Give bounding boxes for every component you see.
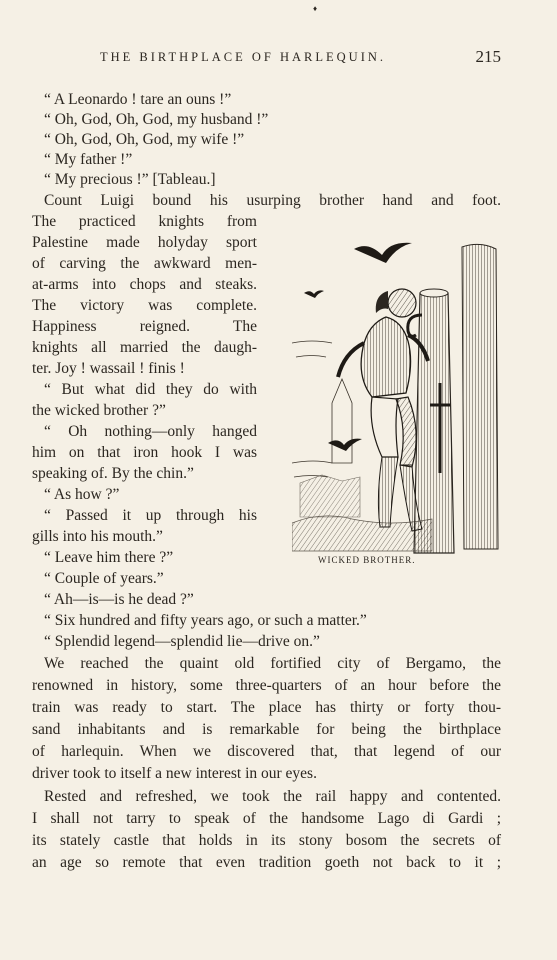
text-line: “ But what did they do with — [44, 381, 257, 398]
bird-shape — [354, 243, 412, 263]
illustration-caption: WICKED BROTHER. — [318, 555, 416, 565]
text-line: “ Passed it up through his — [44, 507, 257, 524]
text-line: “ Splendid legend—splendid lie—drive on.” — [44, 633, 320, 650]
text-line: “ Six hundred and fifty years ago, or such a matter.” — [44, 612, 367, 629]
text-line: “ Oh, God, Oh, God, my wife !” — [44, 131, 245, 148]
text-line: “ Oh, God, Oh, God, my husband !” — [44, 111, 269, 128]
page-number: 215 — [475, 47, 501, 66]
text-line: “ Ah—is—is he dead ?” — [44, 591, 194, 608]
text-line: “ My father !” — [44, 151, 133, 168]
bird-shape — [328, 439, 362, 451]
text-line: of harlequin. When we discovered that, that legend of our — [32, 743, 501, 760]
town-skyline-shape — [300, 475, 360, 517]
text-line: renowned in history, some three-quarters of an hour before the — [32, 677, 501, 694]
church-spire-shape — [332, 379, 352, 463]
text-line: speaking of. By the chin.” — [32, 465, 194, 482]
running-title: THE BIRTHPLACE OF HARLEQUIN. — [100, 50, 387, 64]
text-line: “ A Leonardo ! tare an ouns !” — [44, 91, 232, 108]
text-line: driver took to itself a new interest in our eyes. — [32, 765, 317, 782]
text-line: train was ready to start. The place has thirty or forty thou- — [32, 699, 501, 716]
text-line: I shall not tarry to speak of the handsome Lago di Gardi ; — [32, 810, 501, 827]
text-line: Palestine made holyday sport — [32, 234, 257, 251]
text-line: ter. Joy ! wassail ! finis ! — [32, 360, 185, 377]
wind-lines-shape — [292, 341, 332, 477]
text-line: The practiced knights from — [32, 213, 257, 230]
text-line: Happiness reigned. The — [32, 318, 257, 335]
text-line: Count Luigi bound his usurping brother hand and foot. — [44, 192, 501, 209]
text-line: Rested and refreshed, we took the rail happy and contented. — [44, 788, 501, 805]
text-line: “ Oh nothing—only hanged — [44, 423, 257, 440]
text-line: sand inhabitants and is remarkable for being the birthplace — [32, 721, 501, 738]
text-line: the wicked brother ?” — [32, 402, 166, 419]
text-line: its stately castle that holds in its stony bosom the secrets of — [32, 832, 501, 849]
text-line: “ As how ?” — [44, 486, 120, 503]
text-line: of carving the awkward men- — [32, 255, 257, 272]
text-line: “ Couple of years.” — [44, 570, 164, 587]
text-line: “ Leave him there ?” — [44, 549, 174, 566]
text-line: knights all married the daugh- — [32, 339, 257, 356]
text-line: We reached the quaint old fortified city of Bergamo, the — [44, 655, 501, 672]
ink-speck: ♦ — [313, 4, 318, 13]
post-shape — [414, 290, 454, 553]
text-line: “ My precious !” [Tableau.] — [44, 171, 216, 188]
text-line: gills into his mouth.” — [32, 528, 163, 545]
bird-shape — [304, 290, 324, 298]
page-header — [100, 47, 501, 70]
text-line: The victory was complete. — [32, 297, 257, 314]
wicked-brother-engraving — [292, 233, 504, 555]
tower-shape — [462, 244, 498, 549]
text-line: him on that iron hook I was — [32, 444, 257, 461]
text-line: at-arms into chops and steaks. — [32, 276, 257, 293]
text-line: an age so remote that even tradition goeth not back to it ; — [32, 854, 501, 871]
